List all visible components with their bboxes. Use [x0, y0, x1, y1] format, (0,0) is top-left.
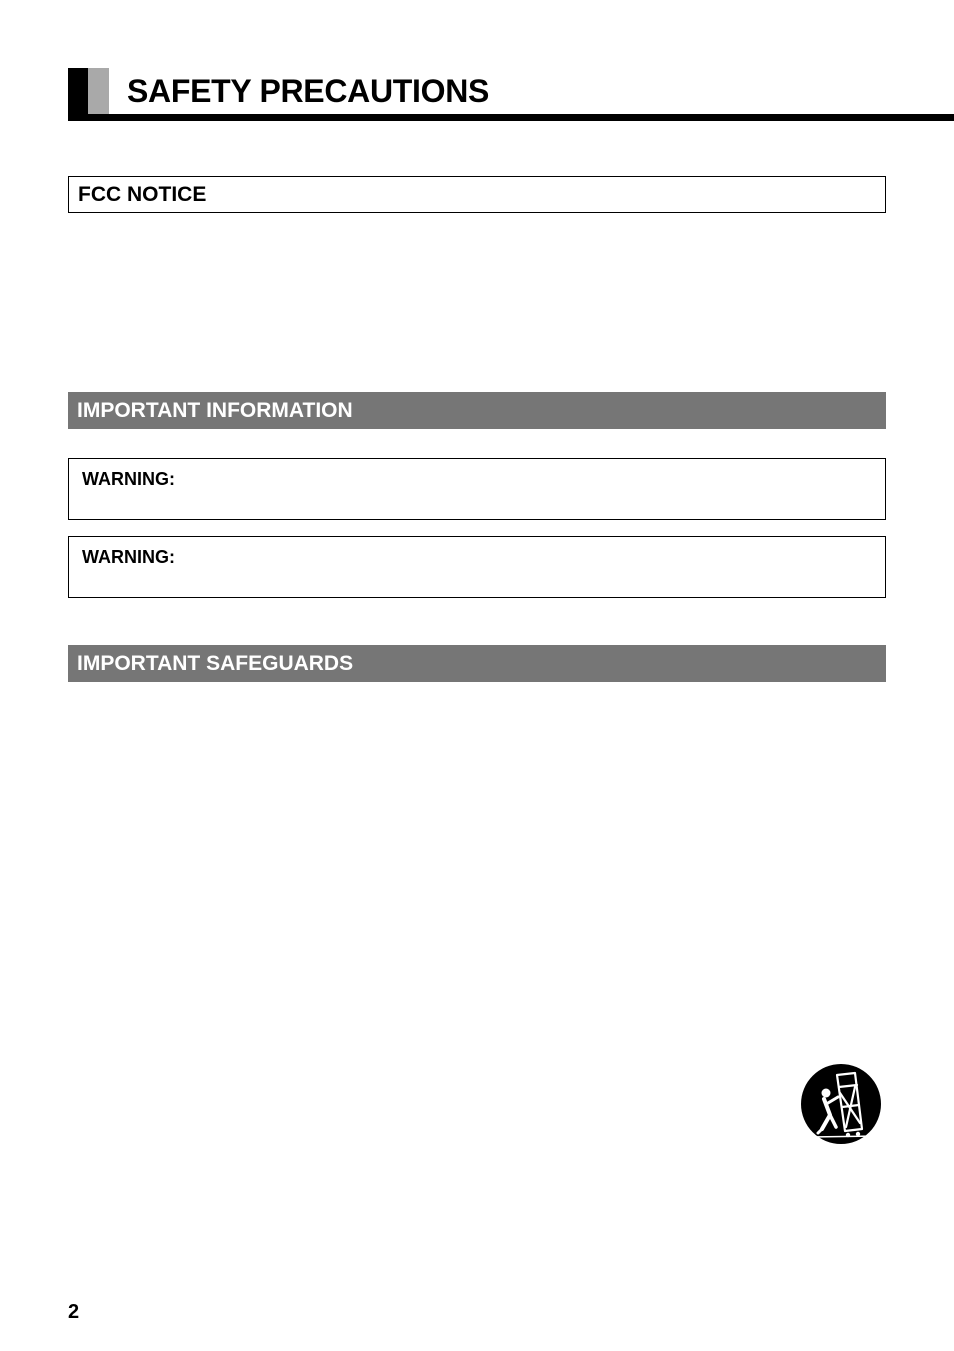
warning-label-1: WARNING: — [82, 469, 175, 489]
warning-label-2: WARNING: — [82, 547, 175, 567]
important-safeguards-label: IMPORTANT SAFEGUARDS — [77, 652, 354, 675]
page-number: 2 — [68, 1301, 80, 1323]
title-underline — [68, 114, 954, 121]
fcc-notice-label: FCC NOTICE — [78, 183, 207, 206]
page-title: SAFETY PRECAUTIONS — [127, 73, 490, 109]
portable-cart-warning-icon — [800, 1063, 882, 1145]
warning-box-1 — [68, 458, 886, 520]
fcc-notice-heading — [68, 176, 886, 213]
important-information-heading — [68, 392, 886, 429]
warning-box-2 — [68, 536, 886, 598]
important-safeguards-heading — [68, 645, 886, 682]
title-accent-gray — [88, 68, 109, 114]
important-information-label: IMPORTANT INFORMATION — [77, 399, 353, 422]
